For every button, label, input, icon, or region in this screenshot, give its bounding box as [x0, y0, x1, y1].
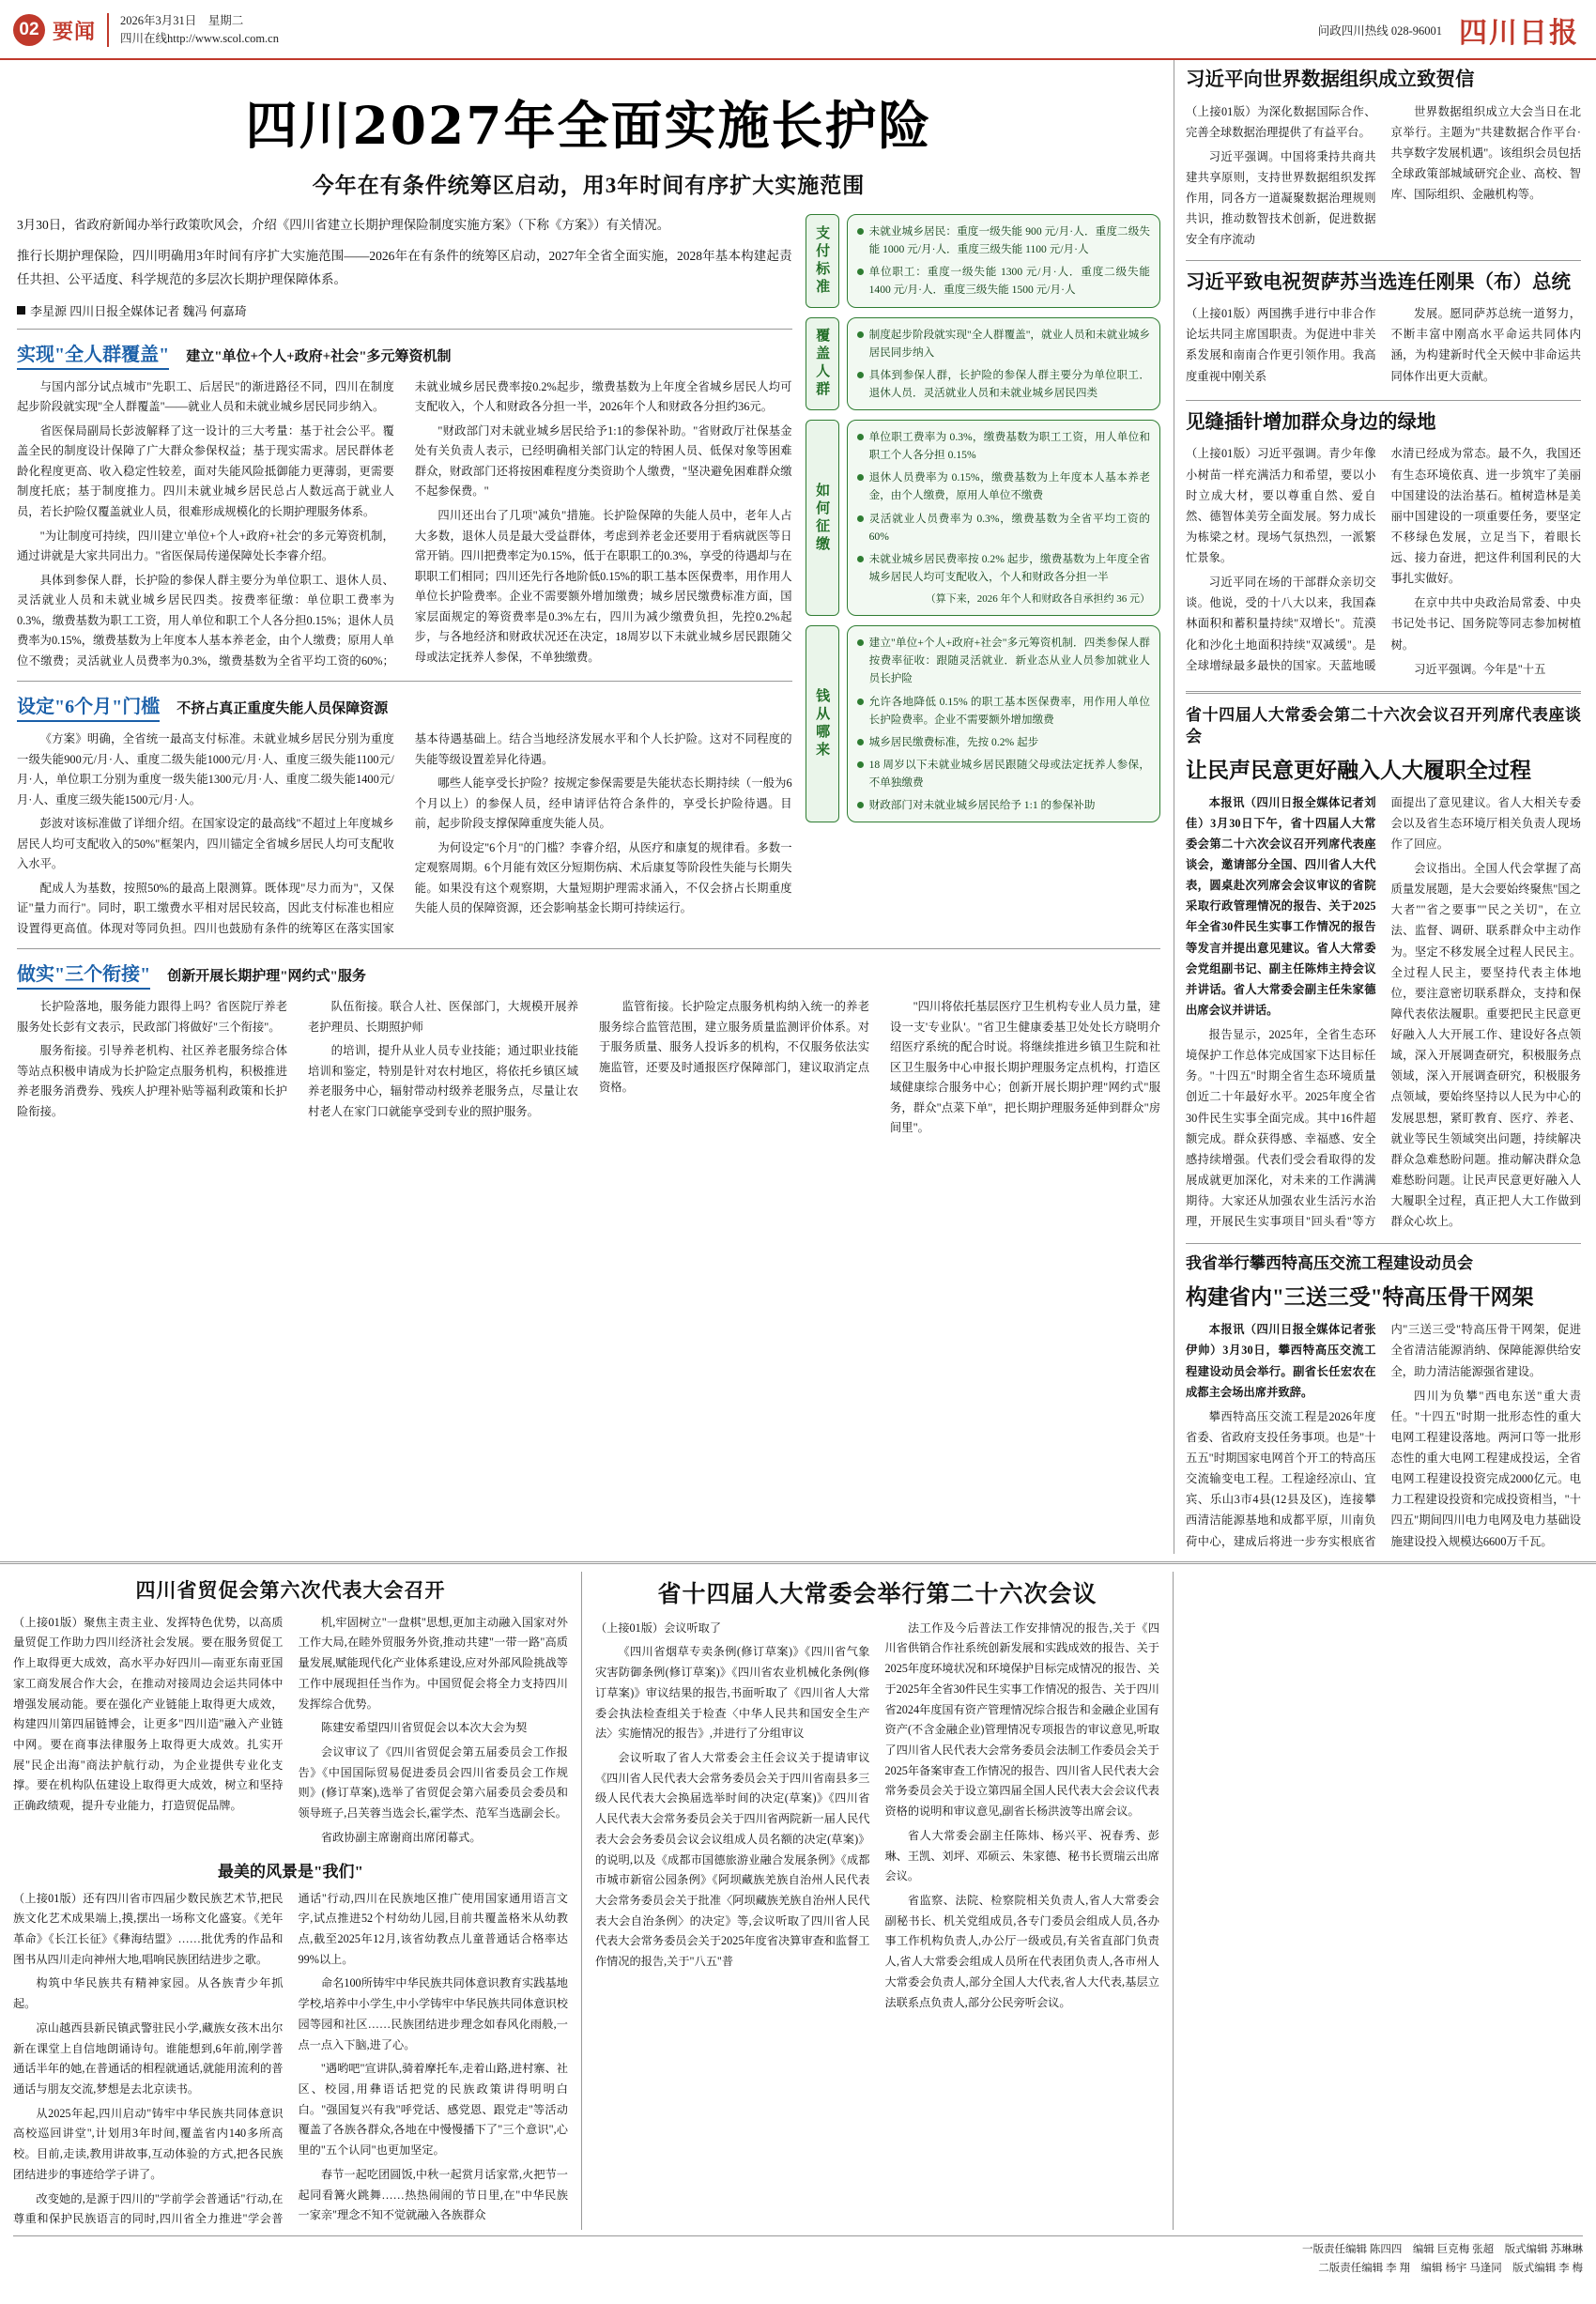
section-1-heading — [17, 339, 792, 370]
paragraph: 会议听取了省人大常委会主任会议关于提请审议《四川省人民代表大会常务委员会关于四川省南县多三级人民代表大会换届选举时间的决定(草案)》《四川省人民代表大会常务委员会关于四川省两院新一届人民代表大会会务委员会议会议组成人员名额的决定(草案)》的说明,以及《成都市国德旅游业融合发展条例》《成都市城市新宿公园条例》《阿坝藏族羌族自治州人民代表大会常务委员会关于批准〈阿坝藏族羌族自治州人民代表大会自治条例〉的决定》等,会议听取了四川省人民代表大会常务委员会关于2025年度省决算审查和监督工作情况的报告,关于"八五"普 — [595, 1750, 870, 1969]
paragraph: （上接01版）还有四川省市四届少数民族艺术节,把民族文化艺术成果端上,摸,摆出一场称文化盛宴。《羌年革命》《长江长征》《彝海结盟》……批优秀的作品和图书从四川走向神州大地,唱响民族团结进步之歌。 — [13, 1891, 284, 1966]
lead-paragraph-2: 推行长期护理保险，四川明确用3年时间有序扩大实施范围——2026年在有条件的统筹区启动，2027年全省全面实施，2028年基本构建起责任共担、公平适度、科学规范的多层次长期护理保障体系。 — [17, 248, 792, 286]
paragraph: 法工作及今后普法工作安排情况的报告,关于《四川省供销合作社系统创新发展和实践成效的报告、关于2025年度环境状况和环境保护目标完成情况的报告、关于2025年全省30件民生实事工作情况的报告、关于四川省2024年度国有资产管理情况综合报告和金融企业国有资产(不含金融企业)管理情况专项报告的审议意见,听取了四川省人民代表大会常务委员会法制工作委员会关于2025年备案审查工作情况的报告、四川省人民代表大会常务委员会关于设立第四届全国人民代表大会会议代表资格的说明和审议意见,副省长杨洪波等出席会议。 — [884, 1620, 1159, 1819]
paragraph: 从2025年起,四川启动"铸牢中华民族共同体意识高校巡回讲堂",计划用3年时间,覆盖省内140多所高校。目前,走读,教用讲故事,互动体验的方式,把各民族团结进步的事迹给学子讲了。 — [13, 2106, 284, 2181]
article-a-body — [1186, 101, 1581, 251]
masthead — [0, 0, 1596, 60]
masthead-date-line1: 2026年3月31日 星期二 — [120, 14, 244, 28]
infographic-box — [847, 625, 1160, 822]
article-d-title: 让民声民意更好融入人大履职全过程 — [1186, 758, 1531, 782]
paragraph: 配成人为基数，按照50%的最高上限测算。既体现"尽力而为"，又保证"量力而行"。同时，职工缴费水平相对居民较高，因此支付标准也相应设置得更高值。体现对等同负担。四川也鼓励有条件的统筹区在落实国家基本待遇基础上。结合当地经济发展水平和个人长护险。这对不同程度的失能等级设置差异化待遇。 — [17, 732, 792, 935]
paragraph: 世界数据组织成立大会当日在北京举行。主题为"共建数据合作平台·共享数字发展机遇"。该组织会员包括全球政策部城域研究企业、高校、智库、国际组织、金融机构等。 — [1390, 104, 1581, 202]
article-d-source: 本报讯（四川日报全媒体记者刘佳）3月30日下午，省十四届人大常委会第二十六次会议召开列席代表座谈会，邀请部分全国、四川省人大代表，圆桌赴次列席会会议审议的省院采取行政管理情况的报告、关于2025年全省30件民生实事工作情况的报告等发言并提出意见建议。省人大常委会党组副书记、副主任陈炜主持会议并讲话。省人大常委会副主任朱家德出席会议并讲话。 — [1186, 795, 1376, 1017]
infographic-label: 支付标准 — [806, 214, 839, 308]
paragraph: "遇哟吧"宣讲队,骑着摩托车,走着山路,进村寨、社区、校园,用彝语话把党的民族政策讲得明明白白。"强国复兴有我"呼党话、感党恩、跟党走"等活动覆盖了各族各群众,各地在中慢慢播下了"三个意识",心里的"五个认同"也更加坚定。 — [298, 2062, 568, 2158]
bottom-col-3 — [1174, 1572, 1596, 2230]
footer-line-2: 二版责任编辑 李 翔 编辑 杨宇 马逢同 版式编辑 李 梅 — [1318, 2262, 1583, 2274]
article-c-title: 见缝插针增加群众身边的绿地 — [1186, 411, 1436, 433]
section-3-heading — [17, 959, 1160, 990]
section-1-body — [17, 377, 792, 671]
bottom-col-1 — [0, 1572, 582, 2230]
newspaper-logo: 四川日报 — [1459, 17, 1579, 50]
infographic — [806, 214, 1160, 939]
paragraph: 队伍衔接。联合人社、医保部门，大规模开展养老护理员、长期照护师 — [308, 1000, 578, 1034]
paragraph: （上接01版）两国携手进行中非合作论坛共同主席国职责。为促进中非关系发展和南南合作更引领作用。我高度重视中刚关系 — [1186, 307, 1376, 383]
paragraph: 陈建安希望四川省贸促会以本次大会为契 — [320, 1721, 528, 1735]
infographic-item: 灵活就业人员费率为 0.3%，缴费基数为全省平均工资的 60% — [857, 510, 1150, 545]
paragraph: 四川为负攀"西电东送"重大责任。"十四五"时期一批形态性的重大电网工程建设落地。两河口等一批形态性的重大电网工程建成投运，全省电网工程建设投资完成2000亿元。电力工程建设投资和完成投资相当，"十四五"期间四川电力电网及电力基础设施建设投入规模达6600万千瓦。 — [1390, 1389, 1581, 1548]
infographic-item: 建立"单位+个人+政府+社会"多元筹资机制．四类参保人群按费率征收：跟随灵活就业．新业态从业人员参加就业人员长护险 — [857, 634, 1150, 687]
lead-paragraph-1: 3月30日，省政府新闻办举行政策吹风会，介绍《四川省建立长期护理保险制度实施方案》（下称《方案》）有关情况。 — [17, 218, 670, 232]
paragraph: 改变她的,是源于四川的"学前学会普通话"行动,在尊重和保护民族语言的同时,四川省全力推进"学会普通话"行动,四川在民族地区推广使用国家通用语言文字,试点推进52个村幼幼儿园,目前共覆盖格米从幼教点,截至2025年12月,该省幼教点儿童普通话合格率达99%以上。 — [13, 1891, 568, 2226]
paragraph: 报告显示，2025年，全省生态环境保护工作总体完成国家下达目标任务。"十四五"时期全省生态环境质量创近二十年最好水平。2025年度全省30件民生实事全面完成。其中16件超额完成。群众获得感、幸福感、安全感持续增强。代表们受会看取得的发展成就更加深化，对未来的工作满满期待。大家还从加强农业生活污水治理，开展民生实事项目"回头看"等方面提出了意见建议。省人大相关专委会以及省生态环境厅相关负责人现场作了回应。 — [1186, 795, 1581, 1229]
masthead-divider — [107, 13, 109, 47]
paragraph: 的培训，提升从业人员专业技能；通过职业技能培训和鉴定，特别是针对农村地区，将依托乡镇区域养老服务中心，辐射带动村级养老服务点，尽量让农村老人在家门口就能享受到专业的照护服务。 — [308, 1044, 578, 1118]
infographic-row-funding — [806, 625, 1160, 822]
paragraph: "四川将依托基层医疗卫生机构专业人员力量，建设一支'专业队'。"省卫生健康委基卫处处长方晓明介绍医疗系统的配合时说。将继续推进乡镇卫生院和社区卫生服务中心申报长期护理服务定点机构，打造区域健康综合服务中心；创新开展长期护理"网约式"服务，群众"点菜下单"，把长期护理服务延伸到群众"房间里"。 — [890, 1000, 1160, 1135]
paragraph: （上接01版）习近平强调。青少年像小树苗一样充满活力和希望，要以小时立成大材，要以尊重自然、爱自然、德智体美劳全面发展。努力成长为栋梁之材。现场气氛热烈，一派繁忙景象。 — [1186, 447, 1376, 565]
byline-text: 李星源 四川日报全媒体记者 魏冯 何嘉琦 — [30, 303, 247, 318]
infographic-label: 覆盖人群 — [806, 317, 839, 411]
infographic-label: 如何征缴 — [806, 420, 839, 616]
infographic-label: 钱从哪来 — [806, 625, 839, 822]
paragraph: 具体到参保人群，长护险的参保人群主要分为单位职工、退休人员、灵活就业人员和未就业城乡居民四类。按费率征缴：单位职工费率为0.3%，缴费基数为职工工资，用人单位和职工个人各分担0.15%；退休人员费率为0.15%，缴费基数为上年度本人基本养老金，由个人缴费；原用人单位不缴费；灵活就业人员费率为0.3%，缴费基数为全省平均工资的60%；未就业城乡居民费率按0.2%起步，缴费基数为上年度全省城乡居民人均可支配收入，个人和财政各分担一半，2026年个人和财政各分担约36元。 — [17, 379, 792, 668]
bottom-a-sub-body — [13, 1889, 568, 2231]
infographic-box — [847, 214, 1160, 308]
divider-2 — [17, 681, 792, 682]
section-2-heading — [17, 691, 792, 722]
paragraph: 会议指出。全国人代会掌握了高质量发展题，是大会要始终聚焦"国之大者""省之要事""民之关切"，在立法、监督、调研、联系群众中主动作为。坚定不移发展全过程人民民主。全过程人民主，要坚持代表主体地位，要注意密切联系群众，支持和保障代表依法履职。重要把民主民意更好融入人大开展工作、建设好各点领域，深入开展调查研究，积极服务点领域，深入开展调查研究，积极服务点领域，要始终坚持以人民为中心的发展思想，紧盯教育、医疗、养老、就业等民生领域突出问题，持续解决群众急难愁盼问题。推动解决群众急难愁盼问题。让民声民意更好融入人大履职全过程，真正把人大工作做到群众心坎上。 — [1390, 862, 1581, 1229]
paragraph: 春节一起吃团圆饭,中秋一起赏月话家常,火把节一起同看篝火跳舞……热热闹闹的节日里,在"中华民族一家亲"理念不知不觉就融入各族群众 — [298, 2167, 568, 2222]
paragraph: （上接01版）聚焦主责主业、发挥特色优势，以高质量贸促工作助力四川经济社会发展。要在服务贸促工作上取得更大成效，高水平办好四川—南亚东南亚国家工商发展合作大会，在推动对接周边会运共同体中增强发展动能。要在强化产业链能上取得更大成效，构建四川第四届链博会，让更多"四川造"融入产业链中网。要在商事法律服务上取得更大成效。扎实开展"民企出海"商法护航行动，为企业提供专业化支撑。要在机构队伍建设上取得更大成效，树立和坚持正确政绩观，提升专业能力，打造贸促品牌。 — [13, 1615, 284, 1813]
paragraph: 发展。愿同萨苏总统一道努力，不断丰富中刚高水平命运共同体内涵，为构建新时代全天候中非命运共同体作出更大贡献。 — [1390, 307, 1581, 383]
infographic-row-collection — [806, 420, 1160, 616]
bottom-a-subtitle: 最美的风景是"我们" — [218, 1862, 363, 1881]
paragraph: 机,牢固树立"一盘棋"思想,更加主动融入国家对外工作大局,在睦外贸服务外资,推动共建"一带一路"高质量发展,赋能现代化产业体系建设,应对外部风险挑战等工作中展现担任当作为。中国贸促会将全力支持四川发挥综合优势。 — [298, 1615, 568, 1711]
paragraph: 长护险落地，服务能力跟得上吗？省医院厅养老服务处长彭有文表示，民政部门将做好"三个衔接"。 — [17, 1000, 287, 1034]
paragraph: 会议审议了《四川省贸促会第五届委员会工作报告》《中国国际贸易促进委员会四川省委员会工作规则》(修订草案),选举了省贸促会第六届委员会委员和领导班子,吕芙蓉当选会长,霍学杰、范军当选副会长。 — [298, 1744, 568, 1820]
paragraph: 彭波对该标准做了详细介绍。在国家设定的最高线"不超过上年度城乡居民人均可支配收入的50%"框架内，四川锚定全省城乡居民人均可支配收入水平。 — [17, 817, 394, 871]
paragraph: 攀西特高压交流工程是2026年度省委、省政府支投任务事项。也是"十五五"时期国家电网首个开工的特高压交流输变电工程。工程途经凉山、宜宾、乐山3市4县(12县及区)，连接攀西清洁能源基地和成都平原，川南负荷中心，建成后将进一步夯实根底省内"三送三受"特高压骨干网架，促进全省清洁能源消纳、保障能源供给安全，助力清洁能源强省建设。 — [1186, 1323, 1581, 1548]
bottom-a-body — [13, 1613, 568, 1849]
article-d-kicker: 省十四届人大常委会第二十六次会议召开列席代表座谈会 — [1186, 705, 1581, 745]
page-number-badge: 02 — [13, 14, 45, 46]
section-title: 要闻 — [53, 19, 97, 43]
article-b-title: 习近平致电祝贺萨苏当选连任刚果（布）总统 — [1186, 271, 1571, 293]
article-a-title: 习近平向世界数据组织成立致贺信 — [1186, 69, 1475, 90]
byline — [17, 301, 792, 319]
bottom-b-title: 省十四届人大常委会举行第二十六次会议 — [657, 1581, 1097, 1607]
paragraph: 省人大常委会副主任陈炜、杨兴平、祝春秀、彭琳、王凯、刘坪、邓硕云、朱家德、秘书长贾瑞云出席会议。 — [884, 1828, 1159, 1883]
infographic-item: 制度起步阶段就实现"全人群覆盖"，就业人员和未就业城乡居民同步纳入 — [857, 326, 1150, 361]
infographic-box — [847, 420, 1160, 616]
paragraph: 《方案》明确，全省统一最高支付标准。未就业城乡居民分别为重度一级失能900元/月·人、重度二级失能1000元/月·人、重度三级失能1100元/月·人，单位职工分别为重度一级失能1300元/月·人、重度二级失能1400元/月·人、重度三级失能1500元/月·人。 — [17, 732, 394, 806]
infographic-item: 单位职工：重度一级失能 1300 元/月·人．重度二级失能 1400 元/月·人．重度三级失能 1500 元/月·人 — [857, 263, 1150, 299]
masthead-hotline: 问政四川热线 028-96001 — [1317, 24, 1442, 38]
divider-1 — [17, 329, 792, 330]
bottom-a-title: 四川省贸促会第六次代表大会召开 — [135, 1578, 446, 1602]
main-article-area — [0, 60, 1174, 1554]
paragraph: 服务衔接。引导养老机构、社区养老服务综合体等站点积极申请成为长护险定点服务机构，积极推进养老服务消费券、残疾人护理补贴等福利政策和长护险衔接。 — [17, 1044, 287, 1118]
masthead-website[interactable]: 四川在线http://www.scol.com.cn — [120, 32, 279, 45]
page-title: 四川2027年全面实施长护险 — [245, 95, 932, 156]
paragraph: "为让制度可持续，四川建立'单位+个人+政府+社会'的多元筹资机制，通过讲就是大家共同出力。"省医保局传递保障处长李睿介绍。 — [17, 529, 394, 563]
paragraph: 习近平强调。中国将秉持共商共建共享原则，支持世界数据组织发挥作用，同各方一道凝聚数据治理规则共识，推动数智技术创新，促进数据安全有序流动 — [1186, 149, 1376, 247]
paragraph: 省医保局副局长彭波解释了这一设计的三大考量：基于社会公平。覆盖全民的制度设计保障了广大群众参保权益；基于现实需求。居民群体老龄化程度更高、收入稳定性较差，面对失能风险抵御能力更薄弱，更需要制度托底；基于制度推力。四川未就业城乡居民总占人数远高于就业人员，若长护险仅覆盖就业人员，很难形成规模化的长期护理服务体系。 — [17, 423, 394, 518]
infographic-row-coverage — [806, 317, 1160, 411]
infographic-item: 未就业城乡居民：重度一级失能 900 元/月·人．重度二级失能 1000 元/月·人．重度三级失能 1100 元/月·人 — [857, 223, 1150, 258]
bottom-b-body — [595, 1619, 1159, 2014]
section-1-note: 建立"单位+个人+政府+社会"多元筹资机制 — [186, 348, 452, 364]
infographic-item: 具体到参保人群，长护险的参保人群主要分为单位职工．退休人员．灵活就业人员和未就业城乡居民四类 — [857, 366, 1150, 402]
upper-columns — [0, 60, 1596, 1554]
infographic-item: 财政部门对未就业城乡居民给予 1:1 的参保补助 — [857, 796, 1150, 814]
paragraph: 习近平强调。今年是"十五 — [1414, 662, 1546, 676]
bottom-section — [0, 1561, 1596, 2230]
section-3-body — [17, 997, 1160, 1139]
infographic-item: 未就业城乡居民费率按 0.2% 起步，缴费基数为上年度全省城乡居民人均可支配收入，个人和财政各分担一半 — [857, 550, 1150, 586]
infographic-item: 城乡居民缴费标准，先按 0.2% 起步 — [857, 733, 1150, 751]
paragraph: 四川还出台了几项"减负"措施。长护险保障的失能人员中，老年人占大多数，退休人员是最大受益群体，考虑到养老金还要用于看病就医等日常开销。四川把费率定为0.15%，低于在职职工的0.3%，享受的待遇却与在职职工们相同；四川还先行各地阶低0.15%的职工基本医保费率，用作用人单位长护险费率。企业不需要额外增加缴费；城乡居民缴费标准方面，国家层面规定的筹资费率是0.3%左右，四川为减少缴费负担，先控0.2%起步，与各地经济和财政状况还在决定，18周岁以下未就业城乡居民跟随父母或法定抚养人参保，不单独缴费。 — [414, 509, 792, 664]
infographic-row-payment — [806, 214, 1160, 308]
paragraph: 在京中共中央政治局常委、中央书记处书记、国务院等同志参加树植树。 — [1390, 596, 1581, 652]
divider-3 — [17, 948, 1160, 949]
paragraph: （上接01版）会议听取了 — [595, 1620, 722, 1635]
paragraph: 省监察、法院、检察院相关负责人,省人大常委会副秘书长、机关党组成员,各专门委员会组成人员,各办事工作机构负责人,办公厅一级或员,有关省直部门负责人,省人大常委会组成人员所在代表团负责人,各市州人大常委会负责人,部分全国人大代表,省人大代表,基层立法联系点负责人,部分公民旁听会议。 — [884, 1894, 1159, 2009]
footer-credits — [13, 2235, 1583, 2278]
paragraph: 《四川省烟草专卖条例(修订草案)》《四川省气象灾害防御条例(修订草案)》《四川省农业机械化条例(修订草案)》审议结果的报告,书面听取了《四川省人大常委会执法检查组关于检查〈中华人民共和国安全生产法〉实施情况的报告》,并进行了分组审议 — [595, 1645, 870, 1741]
section-1-title: 实现"全人群覆盖" — [17, 339, 169, 370]
infographic-item: 单位职工费率为 0.3%，缴费基数为职工工资，用人单位和职工个人各分担 0.15% — [857, 428, 1150, 464]
page-subtitle: 今年在有条件统筹区启动，用3年时间有序扩大实施范围 — [312, 174, 866, 197]
paragraph: 哪些人能享受长护险？按规定参保需要是失能状态长期持续（一般为6个月以上）的参保人员，经申请评估符合条件的，享受长护险待遇。目前，起步阶段支撑保障重度失能人员。 — [414, 776, 792, 831]
paragraph: 命名100所铸牢中华民族共同体意识教育实践基地学校,培养中小学生,中小学铸牢中华民族共同体意识校园等园和社区……民族团结进步理念如春风化雨般,一点一点入下脑,进了心。 — [298, 1976, 568, 2051]
article-e-source: 本报讯（四川日报全媒体记者张伊帅）3月30日，攀西特高压交流工程建设动员会举行。副省长任宏农在成都主会场出席并致辞。 — [1186, 1323, 1376, 1399]
infographic-box — [847, 317, 1160, 411]
article-c-body — [1186, 443, 1581, 679]
divider-r2 — [1186, 400, 1581, 401]
paragraph: 习近平同在场的干部群众亲切交谈。他说，受的十八大以来，我国森林面积和蓄积量持续"双增长"。荒漠化和沙化土地面积持续"双减缓"。是全球增绿最多最快的国家。天蓝地暖水清已经成为常态。最不久，我国还有生态环境依真、进一步筑牢了美丽中国建设的法治基石。植树造林是美丽中国建设的一项重要任务，要坚定不移绿色发展，立足当下，着眼长远、接力奋进，把这件利国利民的大事扎实做好。 — [1186, 447, 1581, 672]
section-3-title: 做实"三个衔接" — [17, 959, 150, 990]
article-d-body — [1186, 792, 1581, 1235]
infographic-item: 允许各地降低 0.15% 的职工基本医保费率，用作用人单位长护险费率。企业不需要额外增加缴费 — [857, 693, 1150, 729]
right-column — [1174, 60, 1596, 1554]
divider-r1 — [1186, 260, 1581, 261]
footer-line-1: 一版责任编辑 陈四四 编辑 巨克梅 张超 版式编辑 苏琳琳 — [1302, 2244, 1583, 2256]
paragraph: 与国内部分试点城市"先职工、后居民"的渐进路径不同，四川在制度起步阶段就实现"全人群覆盖"——就业人员和未就业城乡居民同步纳入。 — [17, 379, 394, 414]
infographic-note: （算下来，2026 年个人和财政各自承担约 36 元） — [925, 593, 1150, 605]
infographic-item: 退休人员费率为 0.15%，缴费基数为上年度本人基本养老金，由个人缴费，原用人单位不缴费 — [857, 468, 1150, 504]
paragraph: 省政协副主席谢商出席闭幕式。 — [320, 1830, 482, 1844]
article-b-body — [1186, 303, 1581, 391]
paragraph: （上接01版）为深化数据国际合作、完善全球数据治理提供了有益平台。 — [1186, 104, 1376, 139]
article-e-body — [1186, 1319, 1581, 1553]
bottom-col-2 — [582, 1572, 1174, 2230]
article-e-kicker: 我省举行攀西特高压交流工程建设动员会 — [1186, 1254, 1473, 1273]
section-2-note: 不挤占真正重度失能人员保障资源 — [176, 701, 389, 717]
paragraph: 构筑中华民族共有精神家园。从各族青少年抓起。 — [13, 1976, 284, 2011]
paragraph: 为何设定"6个月"的门槛？李睿介绍，从医疗和康复的规律看。多数一定观察周期。6个月能有效区分短期伤病、术后康复等阶段性失能与长期失能。如果没有这个观察期，大量短期护理需求涌入，不仅会挤占长期重度失能人员的保障资源，还会影响基金长期可持续运行。 — [414, 840, 792, 915]
divider-r4 — [1186, 1243, 1581, 1244]
article-e-title: 构建省内"三送三受"特高压骨干网架 — [1186, 1285, 1534, 1310]
byline-marker-icon — [17, 306, 25, 315]
paragraph: "财政部门对未就业城乡居民给予1:1的参保补助。"省财政厅社保基金处有关负责人表示，已经明确相关部门认定的特困人员、低保对象等困难群众，财政部门还将按困难程度分类资助个人缴费，"坚决避免困难群众缴不起参保费。" — [414, 423, 792, 499]
infographic-item: 18 周岁以下未就业城乡居民跟随父母或法定抚养人参保，不单独缴费 — [857, 756, 1150, 791]
section-2-title: 设定"6个月"门槛 — [17, 691, 160, 722]
divider-r3 — [1186, 691, 1581, 694]
masthead-date — [120, 12, 279, 48]
section-2-body — [17, 730, 792, 939]
paragraph: 监管衔接。长护险定点服务机构纳入统一的养老服务综合监管范围，建立服务质量监测评价体系。对于服务质量、服务人投诉多的机构，不仅服务依法实施监管，还要及时通报医疗保障部门，建议取消定点资格。 — [599, 1000, 869, 1095]
paragraph: 凉山越西县新民镇武警驻民小学,藏族女孩木出尔新在课堂上自信地朗诵诗句。谁能想到,6年前,刚学普通话半年的她,在普通话的相程就通话,就能用流利的普通话与朋友交流,梦想是去北京读书。 — [13, 2020, 284, 2097]
section-3-note: 创新开展长期护理"网约式"服务 — [167, 969, 366, 985]
